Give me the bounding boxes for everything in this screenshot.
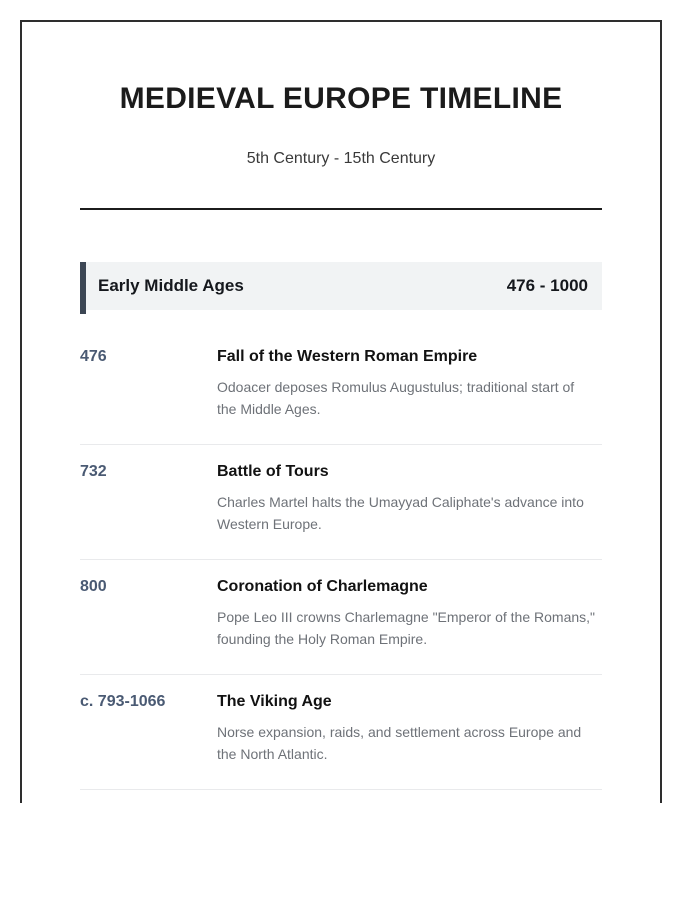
section-accent-bar <box>80 262 86 314</box>
section-name: Early Middle Ages <box>98 276 244 295</box>
timeline-list <box>80 330 602 790</box>
event-year: 732 <box>80 463 107 480</box>
timeline-event <box>80 675 602 790</box>
event-description: Charles Martel halts the Umayyad Caliphate's advance into Western Europe. <box>217 494 584 532</box>
event-body <box>217 576 602 650</box>
event-body <box>217 691 602 765</box>
event-description: Pope Leo III crowns Charlemagne "Emperor of the Romans," founding the Holy Roman Empire. <box>217 609 596 647</box>
event-body <box>217 346 602 420</box>
event-title: Battle of Tours <box>217 463 329 480</box>
section-date-range: 476 - 1000 <box>506 276 588 295</box>
timeline-event <box>80 445 602 560</box>
timeline-page <box>20 20 662 803</box>
event-year: c. 793-1066 <box>80 693 166 710</box>
section-header <box>80 262 602 310</box>
timeline-event <box>80 330 602 445</box>
page-subtitle: 5th Century - 15th Century <box>246 150 436 167</box>
event-year: 800 <box>80 578 107 595</box>
event-title: The Viking Age <box>217 693 332 710</box>
timeline-event <box>80 560 602 675</box>
page-title: MEDIEVAL EUROPE TIMELINE <box>119 82 563 115</box>
event-title: Coronation of Charlemagne <box>217 578 428 595</box>
event-body <box>217 461 602 535</box>
event-title: Fall of the Western Roman Empire <box>217 348 478 365</box>
event-description: Odoacer deposes Romulus Augustulus; traditional start of the Middle Ages. <box>217 379 575 417</box>
event-year: 476 <box>80 348 107 365</box>
title-divider-rule <box>80 208 602 210</box>
event-description: Norse expansion, raids, and settlement across Europe and the North Atlantic. <box>217 724 582 762</box>
